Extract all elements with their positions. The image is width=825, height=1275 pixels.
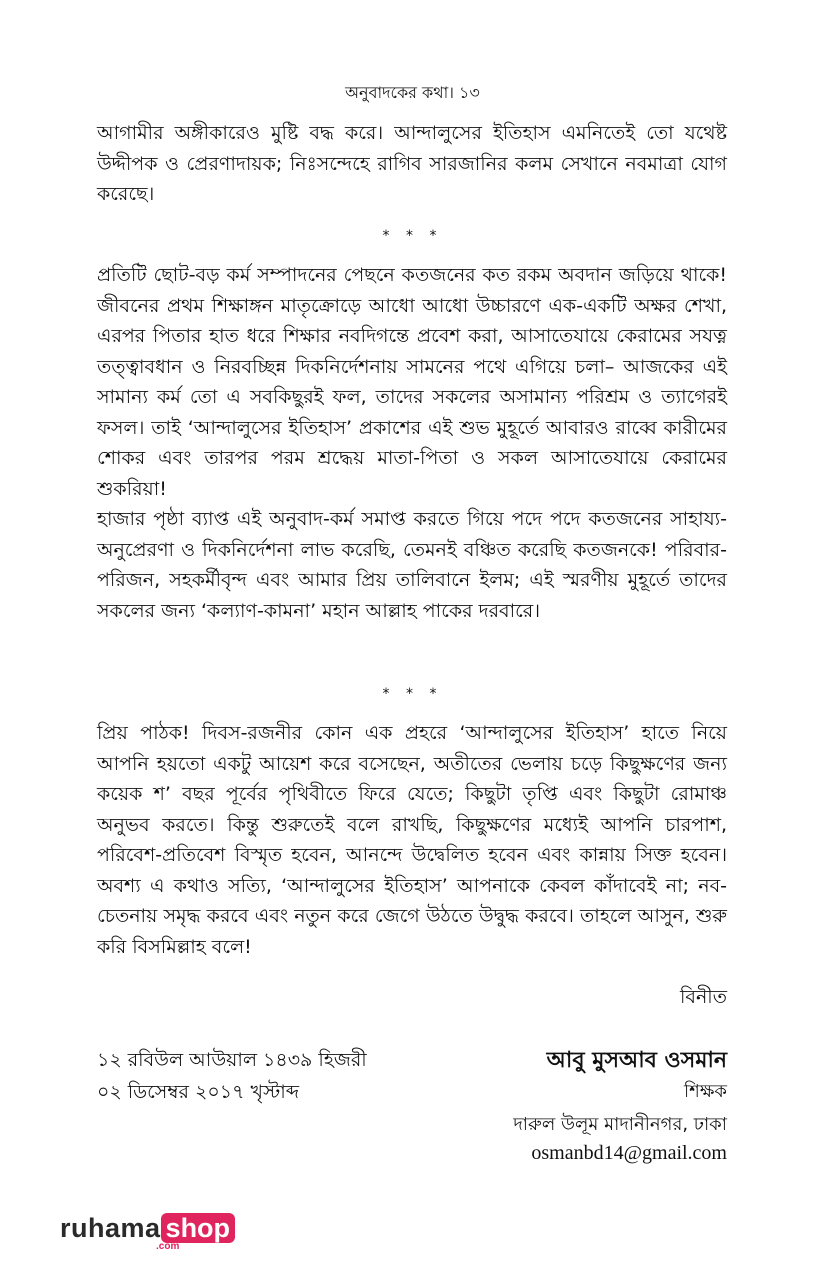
hijri-date: ১২ রবিউল আউয়াল ১৪৩৯ হিজরী	[97, 1049, 367, 1071]
logo-text-com: .com	[156, 1241, 180, 1252]
logo-text-ruhama: ruhama	[60, 1213, 161, 1243]
paragraph-text: প্রিয় পাঠক! দিবস-রজনীর কোন এক প্রহরে ‘আন্দালুসের ইতিহাস’ হাতে নিয়ে আপনি হয়তো একটু আয়েশ করে বসেছেন, অতীতের ভেলায় চড়ে কিছুক্ষণের জন্য কয়েক শ’ বছর পূর্বের পৃথিবীতে ফিরে যেতে; কিছুটা তৃপ্তি এবং কিছুটা রোমাঞ্চ অনুভব করতে। কিন্তু শুরুতেই বলে রাখছি, কিছুক্ষণের মধ্যেই আপনি চারপাশ, পরিবেশ-প্রতিবেশ বিস্মৃত হবেন, আনন্দে উদ্বেলিত হবেন এবং কান্নায় সিক্ত হবেন। অবশ্য এ কথাও সত্যি, ‘আন্দালুসের ইতিহাস’ আপনাকে কেবল কাঁদাবেই না; নব-চেতনায় সমৃদ্ধ করবে এবং নতুন করে জেগে উঠতে উদ্বুদ্ধ করবে। তাহলে আসুন, শুরু করি বিসমিল্লাহ বলে!	[97, 722, 727, 958]
author-address: দারুল উলূম মাদানীনগর, ঢাকা	[513, 1114, 727, 1135]
paragraph-text: হাজার পৃষ্ঠা ব্যাপ্ত এই অনুবাদ-কর্ম সমাপ্ত করতে গিয়ে পদে পদে কতজনের সাহায্য-অনুপ্রেরণা ও দিকনির্দেশনা লাভ করেছি, তেমনই বঞ্চিত করেছি কতজনকে! পরিবার-পরিজন, সহকর্মীবৃন্দ এবং আমার প্রিয় তালিবানে ইলম; এই স্মরণীয় মুহূর্তে তাদের সকলের জন্য ‘কল্যাণ-কামনা’ মহান আল্লাহ পাকের দরবারে।	[97, 508, 727, 622]
author-title: শিক্ষক	[684, 1081, 727, 1102]
section-separator: * * *	[382, 686, 443, 702]
paragraph-text: প্রতিটি ছোট-বড় কর্ম সম্পাদনের পেছনে কতজনের কত রকম অবদান জড়িয়ে থাকে! জীবনের প্রথম শিক্ষাঙ্গন মাতৃক্রোড়ে আধো আধো উচ্চারণে এক-একটি অক্ষর শেখা, এরপর পিতার হাত ধরে শিক্ষার নবদিগন্তে প্রবেশ করা, আসাতেযায়ে কেরামের সযত্ন তত্ত্বাবধান ও নিরবচ্ছিন্ন দিকনির্দেশনায় সামনের পথে এগিয়ে চলা– আজকের এই সামান্য কর্ম তো এ সবকিছুরই ফল, তাদের সকলের অসামান্য পরিশ্রম ও ত্যাগেরই ফসল। তাই ‘আন্দালুসের ইতিহাস’ প্রকাশের এই শুভ মুহূর্তে আবারও রাব্বে কারীমের শোকর এবং তারপর পরম শ্রদ্ধেয় মাতা-পিতা ও সকল আসাতেযায়ে কেরামের শুকরিয়া!	[97, 264, 727, 500]
running-header: অনুবাদকের কথা। ১৩	[345, 83, 480, 102]
ruhamashop-watermark-logo	[60, 1213, 235, 1252]
paragraph-text: আগামীর অঙ্গীকারেও মুষ্টি বদ্ধ করে। আন্দালুসের ইতিহাস এমনিতেই তো যথেষ্ট উদ্দীপক ও প্রেরণাদায়ক; নিঃসন্দেহে রাগিব সারজানির কলম সেখানে নবমাত্রা যোগ করেছে।	[97, 122, 727, 205]
logo-text-shop: shop	[161, 1213, 236, 1243]
acknowledgement-section	[97, 260, 727, 626]
section-separator: * * *	[382, 228, 443, 244]
closing-word: বিনীত	[679, 986, 727, 1008]
paragraph-continuation	[97, 118, 727, 210]
reader-address-section	[97, 718, 727, 962]
author-email: osmanbd14@gmail.com	[531, 1142, 727, 1164]
gregorian-date: ০২ ডিসেম্বর ২০১৭ খৃস্টাব্দ	[97, 1081, 300, 1103]
author-name: আবু মুসআব ওসমান	[546, 1048, 727, 1073]
